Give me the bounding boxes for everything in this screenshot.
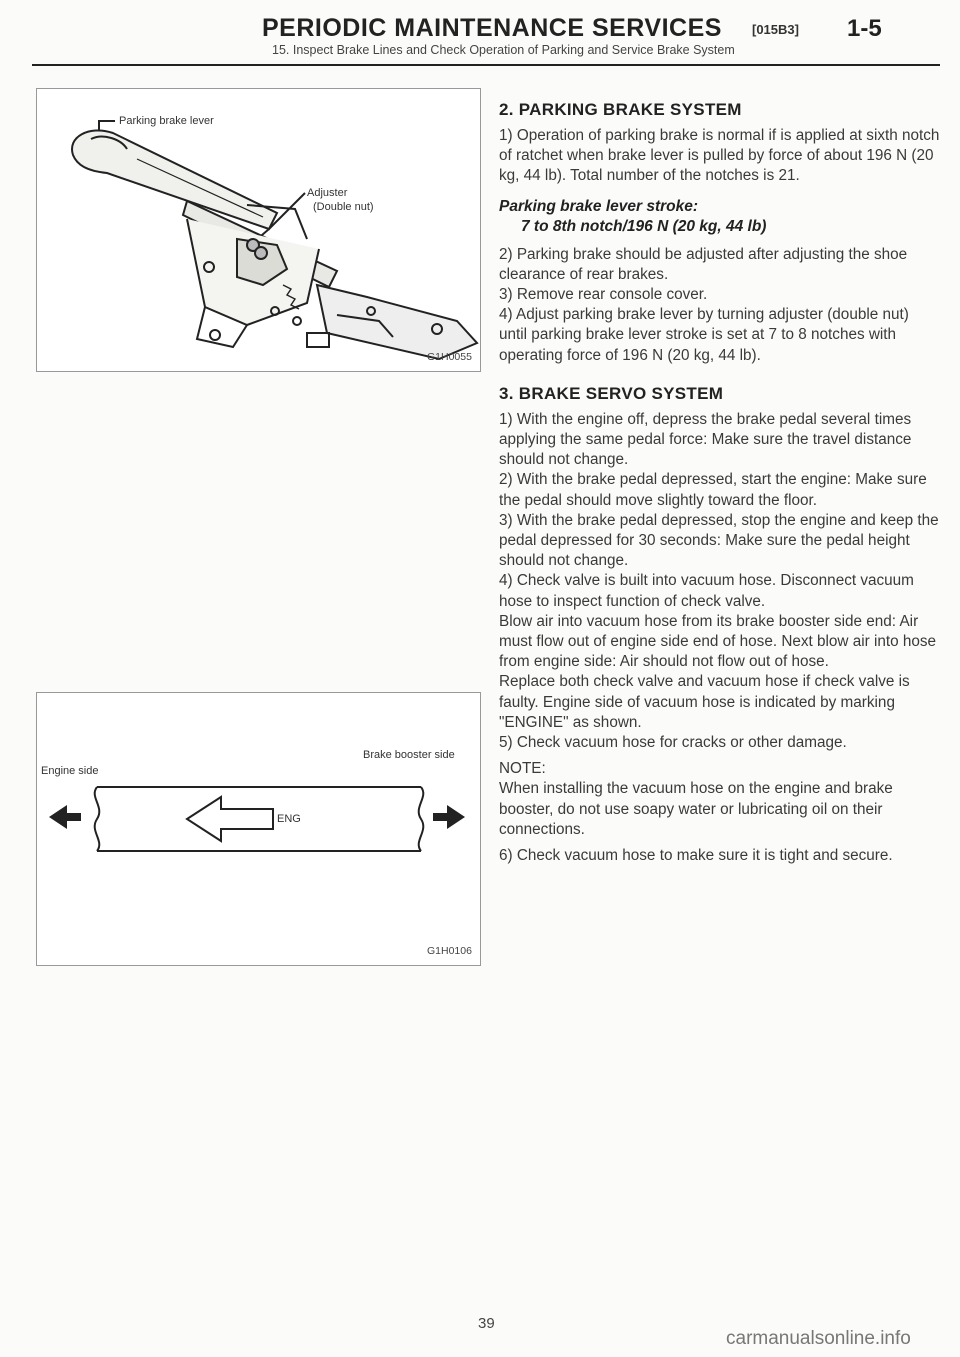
vacuum-hose-figure: [36, 692, 481, 966]
text-column: [499, 94, 941, 866]
note-label: NOTE:: [499, 760, 546, 778]
paragraph: Replace both check valve and vacuum hose if check valve is faulty. Engine side of vacuum hose is indicated by marking "ENGINE" as shown.: [499, 673, 910, 731]
paragraph: 1) Operation of parking brake is normal if is applied at sixth notch of ratchet when brake lever is pulled by force of about 196 N (20 kg, 44 lb). Total number of the notches is 21.: [499, 127, 940, 185]
label-brake-booster-side: Brake booster side: [363, 749, 455, 761]
paragraph: Blow air into vacuum hose from its brake booster side end: Air must flow out of engine side end of hose. Next blow air into hose from engine side: Air should not flow out of hose.: [499, 612, 937, 671]
note-text: When installing the vacuum hose on the engine and brake booster, do not use soapy water or lubricating oil on their connections.: [499, 780, 893, 838]
watermark: carmanualsonline.info: [726, 1328, 911, 1349]
paragraph: 5) Check vacuum hose for cracks or other damage.: [499, 734, 847, 752]
label-eng-marking: ENG: [277, 813, 301, 825]
label-adjuster: Adjuster: [307, 187, 348, 199]
paragraph: 3) Remove rear console cover.: [499, 286, 708, 304]
paragraph: 2) Parking brake should be adjusted after adjusting the shoe clearance of rear brakes.: [499, 245, 908, 283]
label-engine-side: Engine side: [41, 765, 99, 777]
spec-title: Parking brake lever stroke:: [499, 197, 699, 215]
paragraph: 1) With the engine off, depress the brake pedal several times applying the same pedal force: Make sure the travel distance should not change.: [499, 410, 912, 469]
paragraph: 4) Check valve is built into vacuum hose. Disconnect vacuum hose to inspect function of check valve.: [499, 572, 914, 610]
page-reference: 1-5: [847, 15, 882, 42]
engine-side-arrow-icon: [49, 805, 81, 829]
section-code: [015B3]: [752, 22, 799, 37]
page-number: 39: [478, 1315, 495, 1332]
parking-brake-figure: [36, 88, 481, 372]
spec-value: 7 to 8th notch/196 N (20 kg, 44 lb): [521, 217, 767, 235]
paragraph: 4) Adjust parking brake lever by turning adjuster (double nut) until parking brake lever stroke is set at 7 to 8 notches with operating force of 196 N (20 kg, 44 lb).: [499, 306, 909, 364]
section-heading-parking-brake: 2. PARKING BRAKE SYSTEM: [499, 100, 742, 119]
label-double-nut: (Double nut): [313, 201, 374, 213]
vacuum-hose-illustration: [37, 693, 480, 965]
figure-id: G1H0055: [427, 351, 472, 363]
parking-brake-lever-illustration: [37, 89, 480, 371]
paragraph: 2) With the brake pedal depressed, start the engine: Make sure the pedal should move slightly toward the floor.: [499, 471, 927, 509]
booster-side-arrow-icon: [433, 805, 465, 829]
paragraph: 3) With the brake pedal depressed, stop the engine and keep the pedal depressed for 30 seconds: Make sure the pedal height should not change.: [499, 511, 939, 570]
label-parking-brake-lever: Parking brake lever: [119, 115, 214, 127]
figure-id: G1H0106: [427, 945, 472, 957]
header-divider: [32, 64, 940, 66]
page-header-subtitle: 15. Inspect Brake Lines and Check Operation of Parking and Service Brake System: [272, 43, 735, 57]
paragraph: 6) Check vacuum hose to make sure it is tight and secure.: [499, 847, 893, 865]
section-heading-brake-servo: 3. BRAKE SERVO SYSTEM: [499, 383, 724, 403]
page-header-title: PERIODIC MAINTENANCE SERVICES: [262, 14, 722, 42]
